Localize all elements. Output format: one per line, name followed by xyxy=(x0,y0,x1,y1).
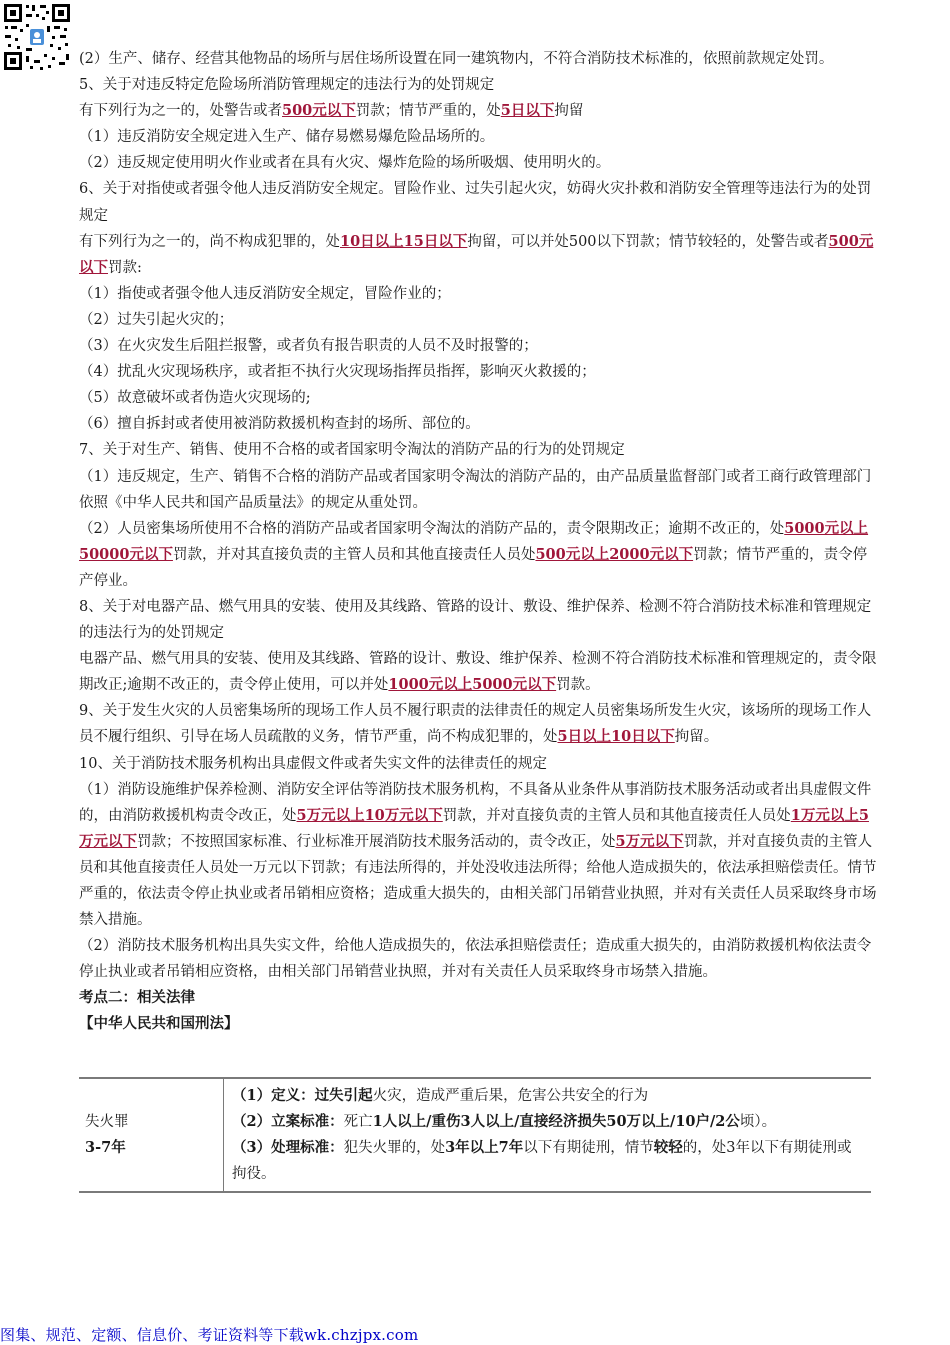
paragraph xyxy=(79,385,879,411)
text-run: （4）扰乱火灾现场秩序，或者拒不执行火灾现场指挥员指挥，影响灭火救援的； xyxy=(79,364,596,381)
paragraph xyxy=(79,72,879,98)
paragraph xyxy=(79,1011,879,1037)
text-run: 以下有期徒刑，情节 xyxy=(523,1140,654,1156)
paragraph xyxy=(79,464,879,516)
paragraph xyxy=(79,437,879,463)
text-run: （2）人员密集场所使用不合格的消防产品或者国家明令淘汰的消防产品的，责令限期改正；逾期不改正的，处 xyxy=(79,520,785,537)
bold-text: 【中华人民共和国刑法】 xyxy=(79,1015,239,1033)
penalty-highlight: 5万元以上10万元以下 xyxy=(296,806,443,824)
text-run: （1）指使或者强令他人违反消防安全规定，冒险作业的； xyxy=(79,285,451,302)
text-run: 罚款，并对直接负责的主管人员和其他直接责任人员处 xyxy=(442,807,791,824)
paragraph xyxy=(79,933,879,985)
text-run: (2）生产、储存、经营其他物品的场所与居住场所设置在同一建筑物内，不符合消防技术标准的，依照前款规定处罚。 xyxy=(79,51,834,67)
text-run: （1）违反消防安全规定进入生产、储存易燃易爆危险品场所的。 xyxy=(79,129,495,146)
text-run: 罚款: xyxy=(108,259,142,276)
paragraph xyxy=(79,359,879,385)
footer-watermark[interactable]: 图集、规范、定额、信息价、考证资料等下载wk.chzjpx.com xyxy=(0,1326,419,1344)
paragraph xyxy=(79,281,879,307)
penalty-highlight: 5日以下 xyxy=(500,102,555,120)
crime-details xyxy=(224,1078,872,1192)
text-run: 罚款，并对直接负责的主管人员和其他直接责任人员处一万元以下罚款；有违法所得的，并处没收违法所得；给他人造成损失的，依法承担赔偿责任。情节严重的，依法责令停止执业或者吊销相应资格；造成重大损失的，由相关部门吊销营业执照，并对有关责任人员采取终身市场禁入措施。 xyxy=(79,833,877,929)
text-run: 8、关于对电器产品、燃气用具的安装、使用及其线路、管路的设计、敷设、维护保养、检测不符合消防技术标准和管理规定的违法行为的处罚规定 xyxy=(79,598,872,642)
paragraph xyxy=(79,646,879,698)
paragraph xyxy=(79,46,879,72)
paragraph xyxy=(79,176,879,228)
text-run: 死亡 xyxy=(343,1114,373,1130)
text-run: （5）故意破坏或者伪造火灾现场的; xyxy=(79,390,311,407)
paragraph xyxy=(79,777,879,934)
penalty-highlight: 1万元以上5万元以下 xyxy=(79,806,869,850)
text-run: 罚款；情节严重的，处 xyxy=(355,103,501,120)
text-run: 拘留 xyxy=(554,103,584,120)
penalty-highlight: 5000元以上50000元以下 xyxy=(79,519,869,563)
text-run: 电器产品、燃气用具的安装、使用及其线路、管路的设计、敷设、维护保养、检测不符合消防技术标准和管理规定的，责令限期改正;逾期不改正的，责令停止使用，可以并处 xyxy=(79,651,877,694)
penalty-highlight: 1000元以上5000元以下 xyxy=(388,676,557,694)
text-run: （1）消防设施维护保养检测、消防安全评估等消防技术服务机构，不具备从业条件从事消防技术服务活动或者出具虚假文件的，由消防救援机构责令改正，处 xyxy=(79,781,872,824)
text-run: （2）违反规定使用明火作业或者在具有火灾、爆炸危险的场所吸烟、使用明火的。 xyxy=(79,155,611,172)
text-run: 顷）。 xyxy=(739,1114,777,1130)
text-run: （2）过失引起火灾的； xyxy=(79,311,234,328)
text-run: 拘留，可以并处500以下罚款；情节较轻的，处警告或者 xyxy=(467,233,829,250)
crime-detail-line xyxy=(232,1135,863,1187)
penalty-highlight: 500元以上2000元以下 xyxy=(535,545,694,563)
paragraph xyxy=(79,124,879,150)
text-run: 火灾，造成严重后果，危害公共安全的行为 xyxy=(372,1088,649,1104)
paragraph xyxy=(79,333,879,359)
text-run: 10、关于消防技术服务机构出具虚假文件或者失实文件的法律责任的规定 xyxy=(79,755,547,772)
paragraph xyxy=(79,698,879,750)
penalty-highlight: 500元以下 xyxy=(282,102,356,120)
paragraph xyxy=(79,751,879,777)
crime-sentence-range: 3-7年 xyxy=(85,1139,126,1156)
crime-detail-line xyxy=(232,1109,863,1135)
bold-text: （3）处理标准： xyxy=(232,1139,344,1156)
text-run: 罚款；不按照国家标准、行业标准开展消防技术服务活动的，责令改正，处 xyxy=(137,833,616,850)
text-run: 犯失火罪的，处 xyxy=(343,1140,446,1156)
bold-text: 考点二：相关法律 xyxy=(79,989,195,1007)
text-run: 5、关于对违反特定危险场所消防管理规定的违法行为的处罚规定 xyxy=(79,77,495,94)
penalty-highlight: 5万元以下 xyxy=(615,832,684,850)
crime-cell xyxy=(79,1078,224,1192)
text-run: 有下列行为之一的，尚不构成犯罪的，处 xyxy=(79,233,340,250)
paragraph xyxy=(79,516,879,594)
paragraph xyxy=(79,985,879,1011)
qr-code-icon xyxy=(2,2,72,72)
text-run: 罚款。 xyxy=(556,677,600,694)
penalty-highlight: 5日以上10日以下 xyxy=(557,728,675,746)
paragraph xyxy=(79,411,879,437)
criminal-law-table xyxy=(79,1077,871,1193)
bold-text: （1）定义： xyxy=(232,1087,315,1104)
text-run: 有下列行为之一的，处警告或者 xyxy=(79,103,282,120)
text-run: （2）消防技术服务机构出具失实文件，给他人造成损失的，依法承担赔偿责任；造成重大损失的，由消防救援机构依法责令停止执业或者吊销相应资格，由相关部门吊销营业执照，并对有关责任人员采取终身市场禁入措施。 xyxy=(79,938,872,981)
bold-text: 较轻 xyxy=(653,1139,683,1156)
paragraph xyxy=(79,594,879,646)
bold-text: 过失引起 xyxy=(314,1087,373,1104)
text-run: 的，处3年以下有期徒刑或拘役。 xyxy=(232,1140,852,1182)
penalty-highlight: 500元以下 xyxy=(79,232,874,276)
crime-name: 失火罪 xyxy=(85,1114,129,1130)
paragraph xyxy=(79,98,879,124)
text-run: 罚款，并对其直接负责的主管人员和其他直接责任人员处 xyxy=(172,546,536,563)
penalty-highlight: 10日以上15日以下 xyxy=(340,232,468,250)
text-run: 6、关于对指使或者强令他人违反消防安全规定。冒险作业、过失引起火灾，妨碍火灾扑救和消防安全管理等违法行为的处罚规定 xyxy=(79,181,872,224)
bold-text: （2）立案标准： xyxy=(232,1113,344,1130)
crime-detail-line xyxy=(232,1083,863,1109)
bold-text: 3年以上7年 xyxy=(445,1139,524,1156)
text-run: （1）违反规定，生产、销售不合格的消防产品或者国家明令淘汰的消防产品的，由产品质量监督部门或者工商行政管理部门依照《中华人民共和国产品质量法》的规定从重处罚。 xyxy=(79,468,872,511)
text-run: （6）擅自拆封或者使用被消防救援机构查封的场所、部位的。 xyxy=(79,416,480,433)
text-run: （3）在火灾发生后阻拦报警，或者负有报告职责的人员不及时报警的； xyxy=(79,338,538,355)
paragraph xyxy=(79,307,879,333)
paragraph xyxy=(79,229,879,281)
text-run: 7、关于对生产、销售、使用不合格的或者国家明令淘汰的消防产品的行为的处罚规定 xyxy=(79,442,625,459)
text-run: 拘留。 xyxy=(674,729,719,746)
text-run: 9、关于发生火灾的人员密集场所的现场工作人员不履行职责的法律责任的规定人员密集场所发生火灾，该场所的现场工作人员不履行组织、引导在场人员疏散的义务，情节严重，尚不构成犯罪的，处 xyxy=(79,703,872,746)
document-body xyxy=(79,46,879,1038)
text-run: 罚款；情节严重的，责令停产停业。 xyxy=(79,546,868,589)
table-row xyxy=(79,1078,871,1192)
paragraph xyxy=(79,150,879,176)
bold-text: 1人以上/重伤3人以上/直接经济损失50万以上/10户/2公 xyxy=(372,1113,740,1130)
